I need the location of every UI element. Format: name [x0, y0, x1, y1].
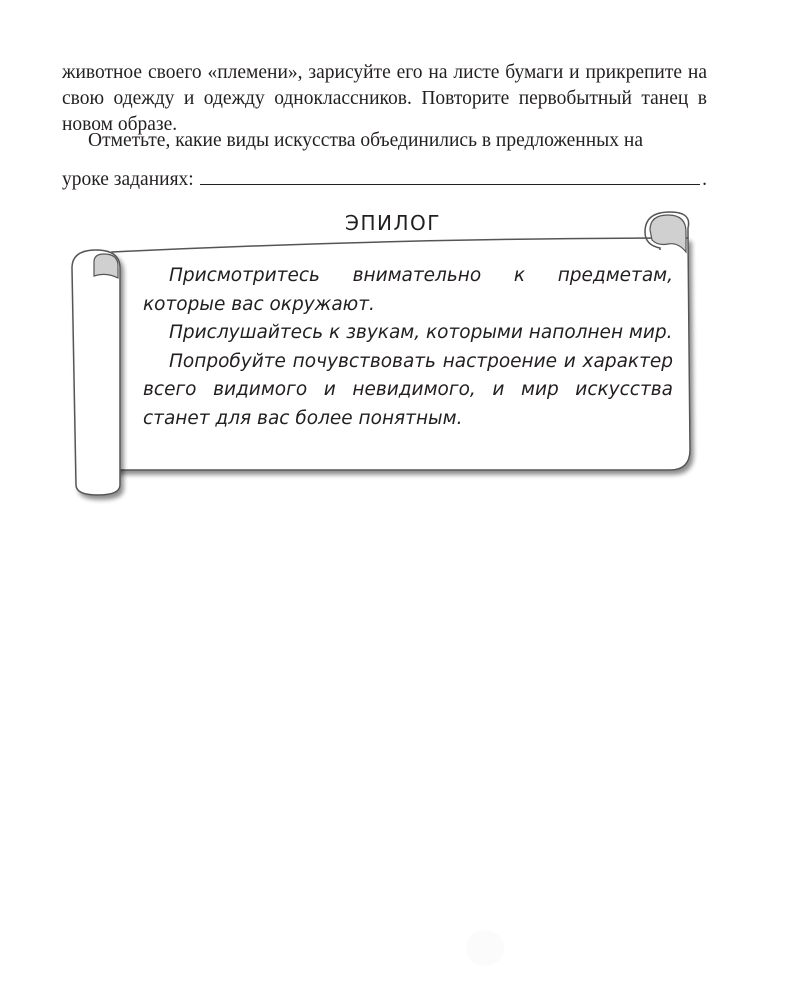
epilog-title: ЭПИЛОГ [345, 211, 441, 235]
question-paragraph: Отметьте, какие виды искусства объединились в предложенных на [88, 130, 643, 151]
instruction-paragraph: животное своего «племени», зарисуйте его на листе бумаги и прикрепите на свою одежду и одежду одноклассников. Повторите первобытный танец в новом образе. [62, 62, 707, 135]
epilog-text [143, 262, 673, 433]
answer-period: . [702, 169, 707, 190]
epilog-paragraph: Присмотритесь внимательно к предметам, которые вас окружают. [143, 265, 673, 315]
epilog-paragraph: Попробуйте почувствовать настроение и характер всего видимого и невидимого, и мир искусства станет для вас более понятным. [143, 350, 673, 429]
page-number-mark [466, 930, 504, 966]
answer-prompt: уроке заданиях: [62, 169, 194, 190]
epilog-paragraph: Прислушайтесь к звукам, которыми наполнен мир. [169, 322, 673, 343]
